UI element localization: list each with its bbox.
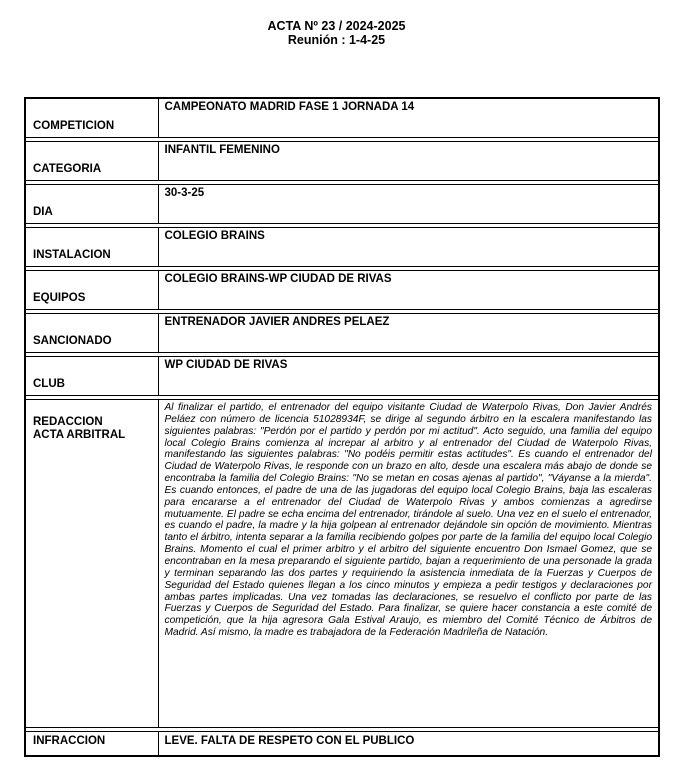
table-row: [25, 314, 659, 353]
row-label-equipos: EQUIPOS: [25, 271, 158, 310]
row-value-categoria: INFANTIL FEMENINO: [158, 142, 659, 181]
row-label-club: CLUB: [25, 357, 158, 396]
table-row: [25, 142, 659, 181]
row-value-sancionado: ENTRENADOR JAVIER ANDRES PELAEZ: [158, 314, 659, 353]
row-value-club: WP CIUDAD DE RIVAS: [158, 357, 659, 396]
document-title: ACTA Nº 23 / 2024-2025: [267, 19, 406, 33]
table-row: [25, 98, 659, 138]
table-row-redaccion: [25, 400, 659, 728]
row-label-categoria: CATEGORIA: [25, 142, 158, 181]
row-value-dia: 30-3-25: [158, 185, 659, 224]
meeting-date: Reunión : 1-4-25: [287, 33, 386, 47]
table-row: [25, 271, 659, 310]
row-label-competicion: COMPETICION: [25, 98, 158, 138]
row-value-competicion: CAMPEONATO MADRID FASE 1 JORNADA 14: [158, 98, 659, 138]
row-label-sancionado: SANCIONADO: [25, 314, 158, 353]
redaccion-label-line1: REDACCION: [33, 416, 103, 428]
row-label-infraccion: INFRACCION: [25, 732, 158, 757]
row-label-redaccion: [25, 400, 158, 728]
row-value-instalacion: COLEGIO BRAINS: [158, 228, 659, 267]
row-value-equipos: COLEGIO BRAINS-WP CIUDAD DE RIVAS: [158, 271, 659, 310]
acta-table: [24, 97, 660, 757]
redaccion-text: Al finalizar el partido, el entrenador del equipo visitante Ciudad de Waterpolo Rivas, Don Javier Andrés Peláez con número de licencia 51028934F, se dirige al segundo árbitro en la escalera manifestando las siguientes palabras: "Perdón por el partido y perdón por mi actitud". Acto seguido, una familia del equipo local Colegio Brains comienza al increpar al arbitro y al entrenador del Ciudad de Waterpolo Rivas, manifestando las siguientes palabras: "No podéis permitir estas actitudes". Es cuando el entrenador del Ciudad de Waterpolo Rivas, le responde con un brazo en alto, desde una escalera más abajo de donde se encontraba la familia del Colegio Brains: "No se metan en cosas ajenas al partido", "Váyanse a la mierda". Es cuando entonces, el padre de una de las jugadoras del equipo local Colegio Brains, baja las escaleras para encararse a el entrenador del Ciudad de Waterpolo Rivas y ambos comienzas a agredirse mutuamente. El padre se echa encima del entrenador, tirándole al suelo. Una vez en el suelo el entrenador, es cuando el padre, la madre y la hija golpean al entrenador dejándole sin opción de movimiento. Mientras tanto el árbitro, intenta separar a la familia recibiendo golpes por parte de la familia del equipo local Colegio Brains. Momento el cual el primer arbitro y el arbitro del siguiente encuentro Don Ismael Gomez, que se encontraban en la mesa preparando el siguiente partido, bajan a requerimiento de una personade la grada y terminan separando las dos partes y requiriendo la asistencia inmediata de la Fuerzas y Cuerpos de Seguridad del Estado quienes llegan a los cinco minutos y empieza a pedir testigos y declaraciones por ambas partes implicadas. Una vez tomadas las declaraciones, se resuelvo el conflicto por parte de las Fuerzas y Cuerpos de Seguridad del Estado. Para finalizar, se quiere hacer constancia a este comité de competición, que la hija agresora Gala Estival Araujo, es miembro del Comité Técnico de Árbitros de Madrid. Así mismo, la madre es trabajadora de la Federación Madrileña de Natación.: [158, 400, 659, 728]
row-label-dia: DIA: [25, 185, 158, 224]
table-row: [25, 185, 659, 224]
row-label-instalacion: INSTALACION: [25, 228, 158, 267]
table-row: [25, 732, 659, 757]
redaccion-label-line2: ACTA ARBITRAL: [33, 429, 126, 441]
row-value-infraccion: LEVE. FALTA DE RESPETO CON EL PUBLICO: [158, 732, 659, 757]
table-row: [25, 228, 659, 267]
table-row: [25, 357, 659, 396]
